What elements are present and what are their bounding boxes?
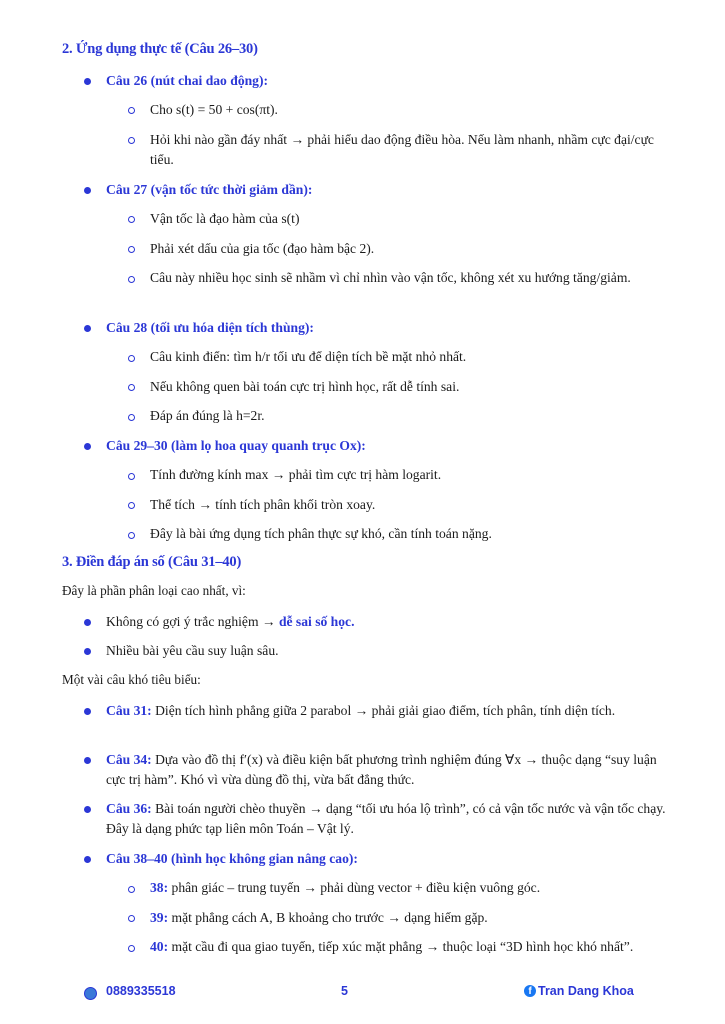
list-item: Tính đường kính max → phải tìm cực trị hàm logarit. <box>150 467 442 482</box>
bullet-dot <box>84 325 91 332</box>
bullet-dot <box>84 757 91 764</box>
sub-bullet-circle <box>128 137 135 144</box>
reason-item: Nhiều bài yêu cầu suy luận sâu. <box>106 643 279 658</box>
list-item: Đây là bài ứng dụng tích phân thực sự khó, cần tính toán nặng. <box>150 526 492 541</box>
list-item: Phải xét dấu của gia tốc (đạo hàm bậc 2). <box>150 241 375 256</box>
list-item: Đáp án đúng là h=2r. <box>150 408 265 423</box>
sub-bullet-circle <box>128 414 135 421</box>
sub-bullet-circle <box>128 384 135 391</box>
example-cau-34 <box>106 750 666 789</box>
bullet-dot <box>84 443 91 450</box>
geo-num: 40: <box>150 939 169 954</box>
list-item: Vận tốc là đạo hàm của s(t) <box>150 211 300 226</box>
sub-bullet-circle <box>128 502 135 509</box>
facebook-icon: f <box>524 985 536 997</box>
list-item: Cho s(t) = 50 + cos(πt). <box>150 102 278 117</box>
sub-bullet-circle <box>128 945 135 952</box>
list-item: Nếu không quen bài toán cực trị hình học, rất dễ tính sai. <box>150 379 460 394</box>
footer-author: Tran Dang Khoa <box>538 984 634 998</box>
footer-page-number: 5 <box>341 984 348 998</box>
bullet-dot <box>84 619 91 626</box>
sub-bullet-circle <box>128 107 135 114</box>
geo-item-40 <box>150 937 660 957</box>
sub-bullet-circle <box>128 216 135 223</box>
example-text: Dựa vào đồ thị f′(x) và điều kiện bất phương trình nghiệm đúng ∀x → thuộc dạng “suy luận cực trị hàm”. Khó vì vừa dùng đồ thị, vừa bất đẳng thức. <box>106 752 657 787</box>
globe-icon <box>84 987 97 1000</box>
geo-num: 39: <box>150 910 169 925</box>
sub-bullet-circle <box>128 532 135 539</box>
list-item: Hỏi khi nào gần đáy nhất → phải hiểu dao động điều hòa. Nếu làm nhanh, nhầm cực đại/cực tiểu. <box>150 132 654 167</box>
sub-bullet-circle <box>128 473 135 480</box>
geo-num: 38: <box>150 880 169 895</box>
bullet-dot <box>84 187 91 194</box>
sub-bullet-circle <box>128 276 135 283</box>
example-cau-38-40: Câu 38–40 (hình học không gian nâng cao): <box>106 851 358 866</box>
geo-text: phân giác – trung tuyến → phải dùng vector + điều kiện vuông góc. <box>168 880 541 895</box>
reason-emphasis: dễ sai số học. <box>278 614 355 629</box>
item-cau-27-heading: Câu 27 (vận tốc tức thời giảm dần): <box>106 182 313 197</box>
geo-item-38 <box>150 878 660 898</box>
example-head: Câu 36: <box>106 801 152 816</box>
example-cau-36 <box>106 799 666 838</box>
sub-bullet-circle <box>128 915 135 922</box>
bullet-dot <box>84 856 91 863</box>
geo-text: mặt cầu đi qua giao tuyến, tiếp xúc mặt phẳng → thuộc loại “3D hình học khó nhất”. <box>168 939 634 954</box>
example-head: Câu 31: <box>106 703 152 718</box>
item-cau-26-heading: Câu 26 (nút chai dao động): <box>106 73 269 88</box>
section-3-title: 3. Điền đáp án số (Câu 31–40) <box>62 554 242 570</box>
geo-text: mặt phẳng cách A, B khoảng cho trước → dạng hiếm gặp. <box>168 910 488 925</box>
sub-bullet-circle <box>128 886 135 893</box>
list-item: Câu kinh điển: tìm h/r tối ưu để diện tích bề mặt nhỏ nhất. <box>150 349 467 364</box>
bullet-dot <box>84 708 91 715</box>
bullet-dot <box>84 806 91 813</box>
item-cau-28-heading: Câu 28 (tối ưu hóa diện tích thùng): <box>106 320 314 335</box>
list-item: Thể tích → tính tích phân khối tròn xoay. <box>150 497 376 512</box>
bullet-dot <box>84 648 91 655</box>
geo-item-39 <box>150 908 660 928</box>
bullet-dot <box>84 78 91 85</box>
list-item: Câu này nhiều học sinh sẽ nhầm vì chỉ nhìn vào vận tốc, không xét xu hướng tăng/giảm. <box>150 270 631 285</box>
section-2-title: 2. Ứng dụng thực tế (Câu 26–30) <box>62 41 258 57</box>
reason-text: Không có gợi ý trắc nghiệm → <box>106 614 279 629</box>
item-cau-29-30-heading: Câu 29–30 (làm lọ hoa quay quanh trục Ox): <box>106 438 366 453</box>
reason-item <box>106 612 666 632</box>
example-text: Diện tích hình phẳng giữa 2 parabol → phải giải giao điểm, tích phân, tính diện tích. <box>151 703 616 718</box>
examples-intro: Một vài câu khó tiêu biểu: <box>62 672 201 687</box>
section-3-intro: Đây là phần phân loại cao nhất, vì: <box>62 583 246 598</box>
example-head: Câu 34: <box>106 752 152 767</box>
example-text: Bài toán người chèo thuyền → dạng “tối ưu hóa lộ trình”, có cả vận tốc nước và vận tốc chạy. Đây là dạng phức tạp liên môn Toán – Vật lý. <box>106 801 666 836</box>
sub-bullet-circle <box>128 355 135 362</box>
example-cau-31 <box>106 701 666 721</box>
footer-phone: 0889335518 <box>106 984 176 998</box>
sub-bullet-circle <box>128 246 135 253</box>
